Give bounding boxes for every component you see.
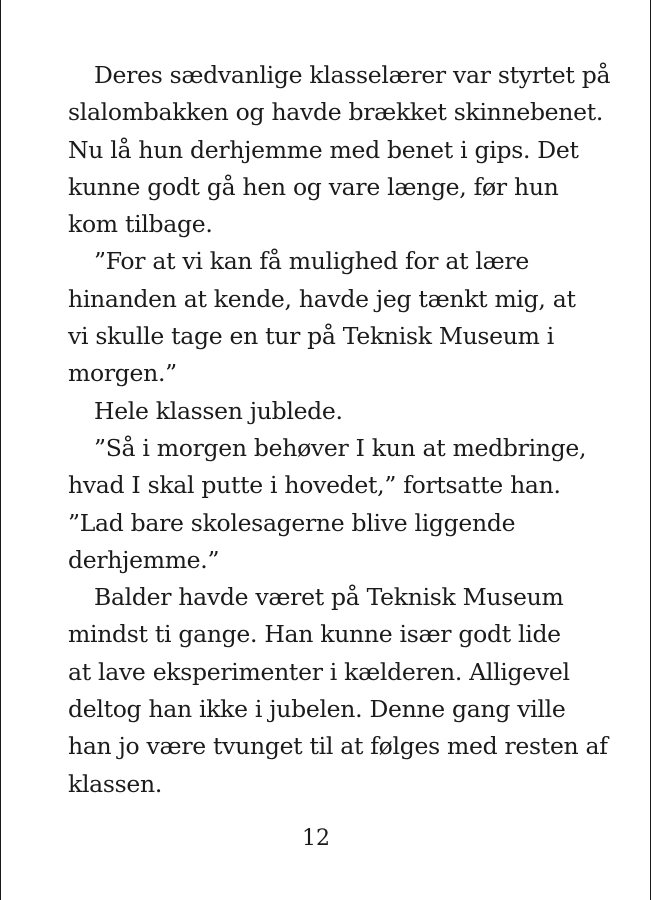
body-text (68, 57, 628, 803)
text-line: ”For at vi kan få mulighed for at lære (94, 247, 529, 276)
text-line: hvad I skal putte i hovedet,” fortsatte han. (68, 471, 561, 500)
paragraph (68, 579, 628, 803)
text-line: mindst ti gange. Han kunne især godt lide (68, 620, 561, 649)
text-line: at lave eksperimenter i kælderen. Alligevel (68, 657, 570, 686)
text-line: deltog han ikke i jubelen. Denne gang ville (68, 695, 566, 724)
text-line: morgen.” (68, 359, 177, 388)
text-line: ”Så i morgen behøver I kun at medbringe, (94, 433, 587, 462)
paragraph (68, 393, 628, 430)
page-number: 12 (302, 826, 330, 851)
text-line: han jo være tvunget til at følges med resten af (68, 732, 608, 761)
text-line: Nu lå hun derhjemme med benet i gips. Det (68, 135, 579, 164)
text-line: Hele klassen jublede. (94, 396, 343, 425)
text-line: ”Lad bare skolesagerne blive liggende (68, 508, 516, 537)
text-line: kom tilbage. (68, 210, 213, 239)
text-line: kunne godt gå hen og vare længe, før hun (68, 172, 559, 201)
text-line: derhjemme.” (68, 545, 220, 574)
paragraph (68, 243, 628, 392)
text-line: Balder havde været på Teknisk Museum (94, 583, 564, 612)
text-line: vi skulle tage en tur på Teknisk Museum i (68, 322, 554, 351)
paragraph (68, 430, 628, 579)
text-line: klassen. (68, 769, 162, 798)
paragraph (68, 57, 628, 243)
text-line: Deres sædvanlige klasselærer var styrtet på (94, 61, 611, 89)
text-line: slalombakken og havde brækket skinnebenet. (68, 98, 604, 127)
text-line: hinanden at kende, havde jeg tænkt mig, at (68, 284, 576, 313)
